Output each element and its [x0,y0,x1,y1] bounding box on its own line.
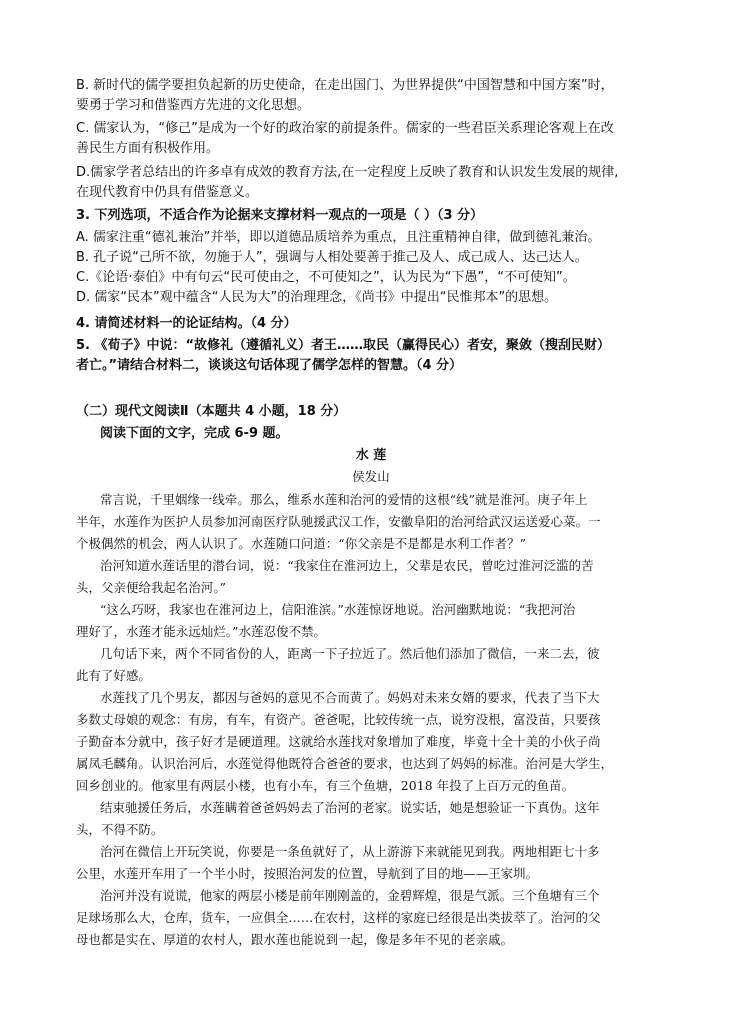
question-3-options [76,228,666,308]
option-b [76,76,666,116]
story-paragraph-8: 治河并没有说谎，他家的两层小楼是前年刚刚盖的，金碧辉煌，很是气派。三个鱼塘有三个 足球场那么大，仓库，货车，一应俱全……在农村，这样的家庭已经很是出类拔萃了。治河的父 母也都是实在、厚道的农村人，跟水莲也能说到一起，像是多年不见的老亲戚。 [76,888,601,947]
story-title: 水 莲 [355,448,387,463]
story-author: 侯发山 [352,469,390,484]
story-paragraph-3: “这么巧呀，我家也在淮河边上，信阳淮滨。”水莲惊讶地说。治河幽默地说：“我把河治 理好了，水莲才能永远灿烂。”水莲忍俊不禁。 [76,602,576,639]
option-c-line: C. 儒家认为，“修己”是成为一个好的政治家的前提条件。儒家的一些君臣关系理论客观上在改 [76,121,614,136]
q3-option: D. 儒家“民本”观中蕴含“人民为大”的治理理念，《尚书》中提出“民惟邦本”的思想。 [76,290,558,305]
option-c [76,119,666,159]
story-paragraph-6: 结束驰援任务后，水莲瞒着爸爸妈妈去了治河的老家。说实话，她是想验证一下真伪。这年 头，不得不防。 [76,800,600,837]
option-c-line: 善民生方面有积极作用。 [76,141,220,156]
option-b-line: B. 新时代的儒学要担负起新的历史使命，在走出国门、为世界提供“中国智慧和中国方案”时， [76,78,614,93]
reading-instruction: 阅读下面的文字，完成 6-9 题。 [100,426,289,441]
story-paragraph-7: 治河在微信上开玩笑说，你要是一条鱼就好了，从上游游下来就能见到我。两地相距七十多 公里，水莲开车用了一个半小时，按照治河发的位置，导航到了目的地——王家圳。 [76,844,600,881]
question-4: 4. 请简述材料一的论证结构。（4 分） [76,316,297,331]
story-body [76,489,668,951]
q3-option: B. 孔子说“己所不欲，勿施于人”，强调与人相处要善于推己及人、成己成人、达己达人。 [76,250,588,265]
option-d [76,163,666,203]
q3-option: C.《论语·泰伯》中有句云“民可使由之，不可使知之”，认为民为“下愚”，“不可使知”。 [76,270,576,285]
question-3-stem: 3. 下列选项，不适合作为论据来支撑材料一观点的一项是（ ）（3 分） [76,208,484,223]
q5-line: 5. 《荀子》中说：“故修礼（遵循礼义）者王……取民（赢得民心）者安，聚敛（搜刮民财） [76,338,611,353]
story-paragraph-4: 几句话下来，两个不同省份的人，距离一下子拉近了。然后他们添加了微信，一来二去，彼 此有了好感。 [76,646,600,683]
story-paragraph-1: 常言说，千里姻缘一线牵。那么，维系水莲和治河的爱情的这根“线”就是淮河。庚子年上 半年，水莲作为医护人员参加河南医疗队驰援武汉工作，安徽阜阳的治河给武汉运送爱心菜。一 个极偶然的机会，两人认识了。水莲随口问道：“你父亲是不是都是水利工作者？” [76,492,601,551]
question-5 [76,336,666,376]
q3-option: A. 儒家注重“德礼兼治”并举，即以道德品质培养为重点，且注重精神自律，做到德礼兼治。 [76,230,601,245]
option-d-line: D.儒家学者总结出的许多卓有成效的教育方法,在一定程度上反映了教育和认识发生发展的规律, [76,165,619,180]
q5-line: 者亡。”请结合材料二，谈谈这句话体现了儒学怎样的智慧。（4 分） [76,358,463,373]
story-paragraph-5: 水莲找了几个男友，都因与爸妈的意见不合而黄了。妈妈对未来女婿的要求，代表了当下大 多数丈母娘的观念：有房，有车，有资产。爸爸呢，比较传统一点，说穷没根，富没苗，只要孩 子勤奋本分就中，孩子好才是硬道理。这就给水莲找对象增加了难度，毕竟十全十美的小伙子尚 属凤毛麟角。认识治河后，水莲觉得他既符合爸爸的要求，也达到了妈妈的标准。治河是大学生， 回乡创业的。他家里有两层小楼，也有小车，有三个鱼塘，2018 年投了上百万元的鱼苗。 [76,690,614,793]
reading-section-header: （二）现代文阅读Ⅱ（本题共 4 小题，18 分） [76,404,347,419]
option-b-line: 要勇于学习和借鉴西方先进的文化思想。 [76,98,311,113]
option-d-line: 在现代教育中仍具有借鉴意义。 [76,185,259,200]
story-paragraph-2: 治河知道水莲话里的潜台词，说：“我家住在淮河边上，父辈是农民，曾吃过淮河泛滥的苦 头，父亲便给我起名治河。” [76,558,594,595]
